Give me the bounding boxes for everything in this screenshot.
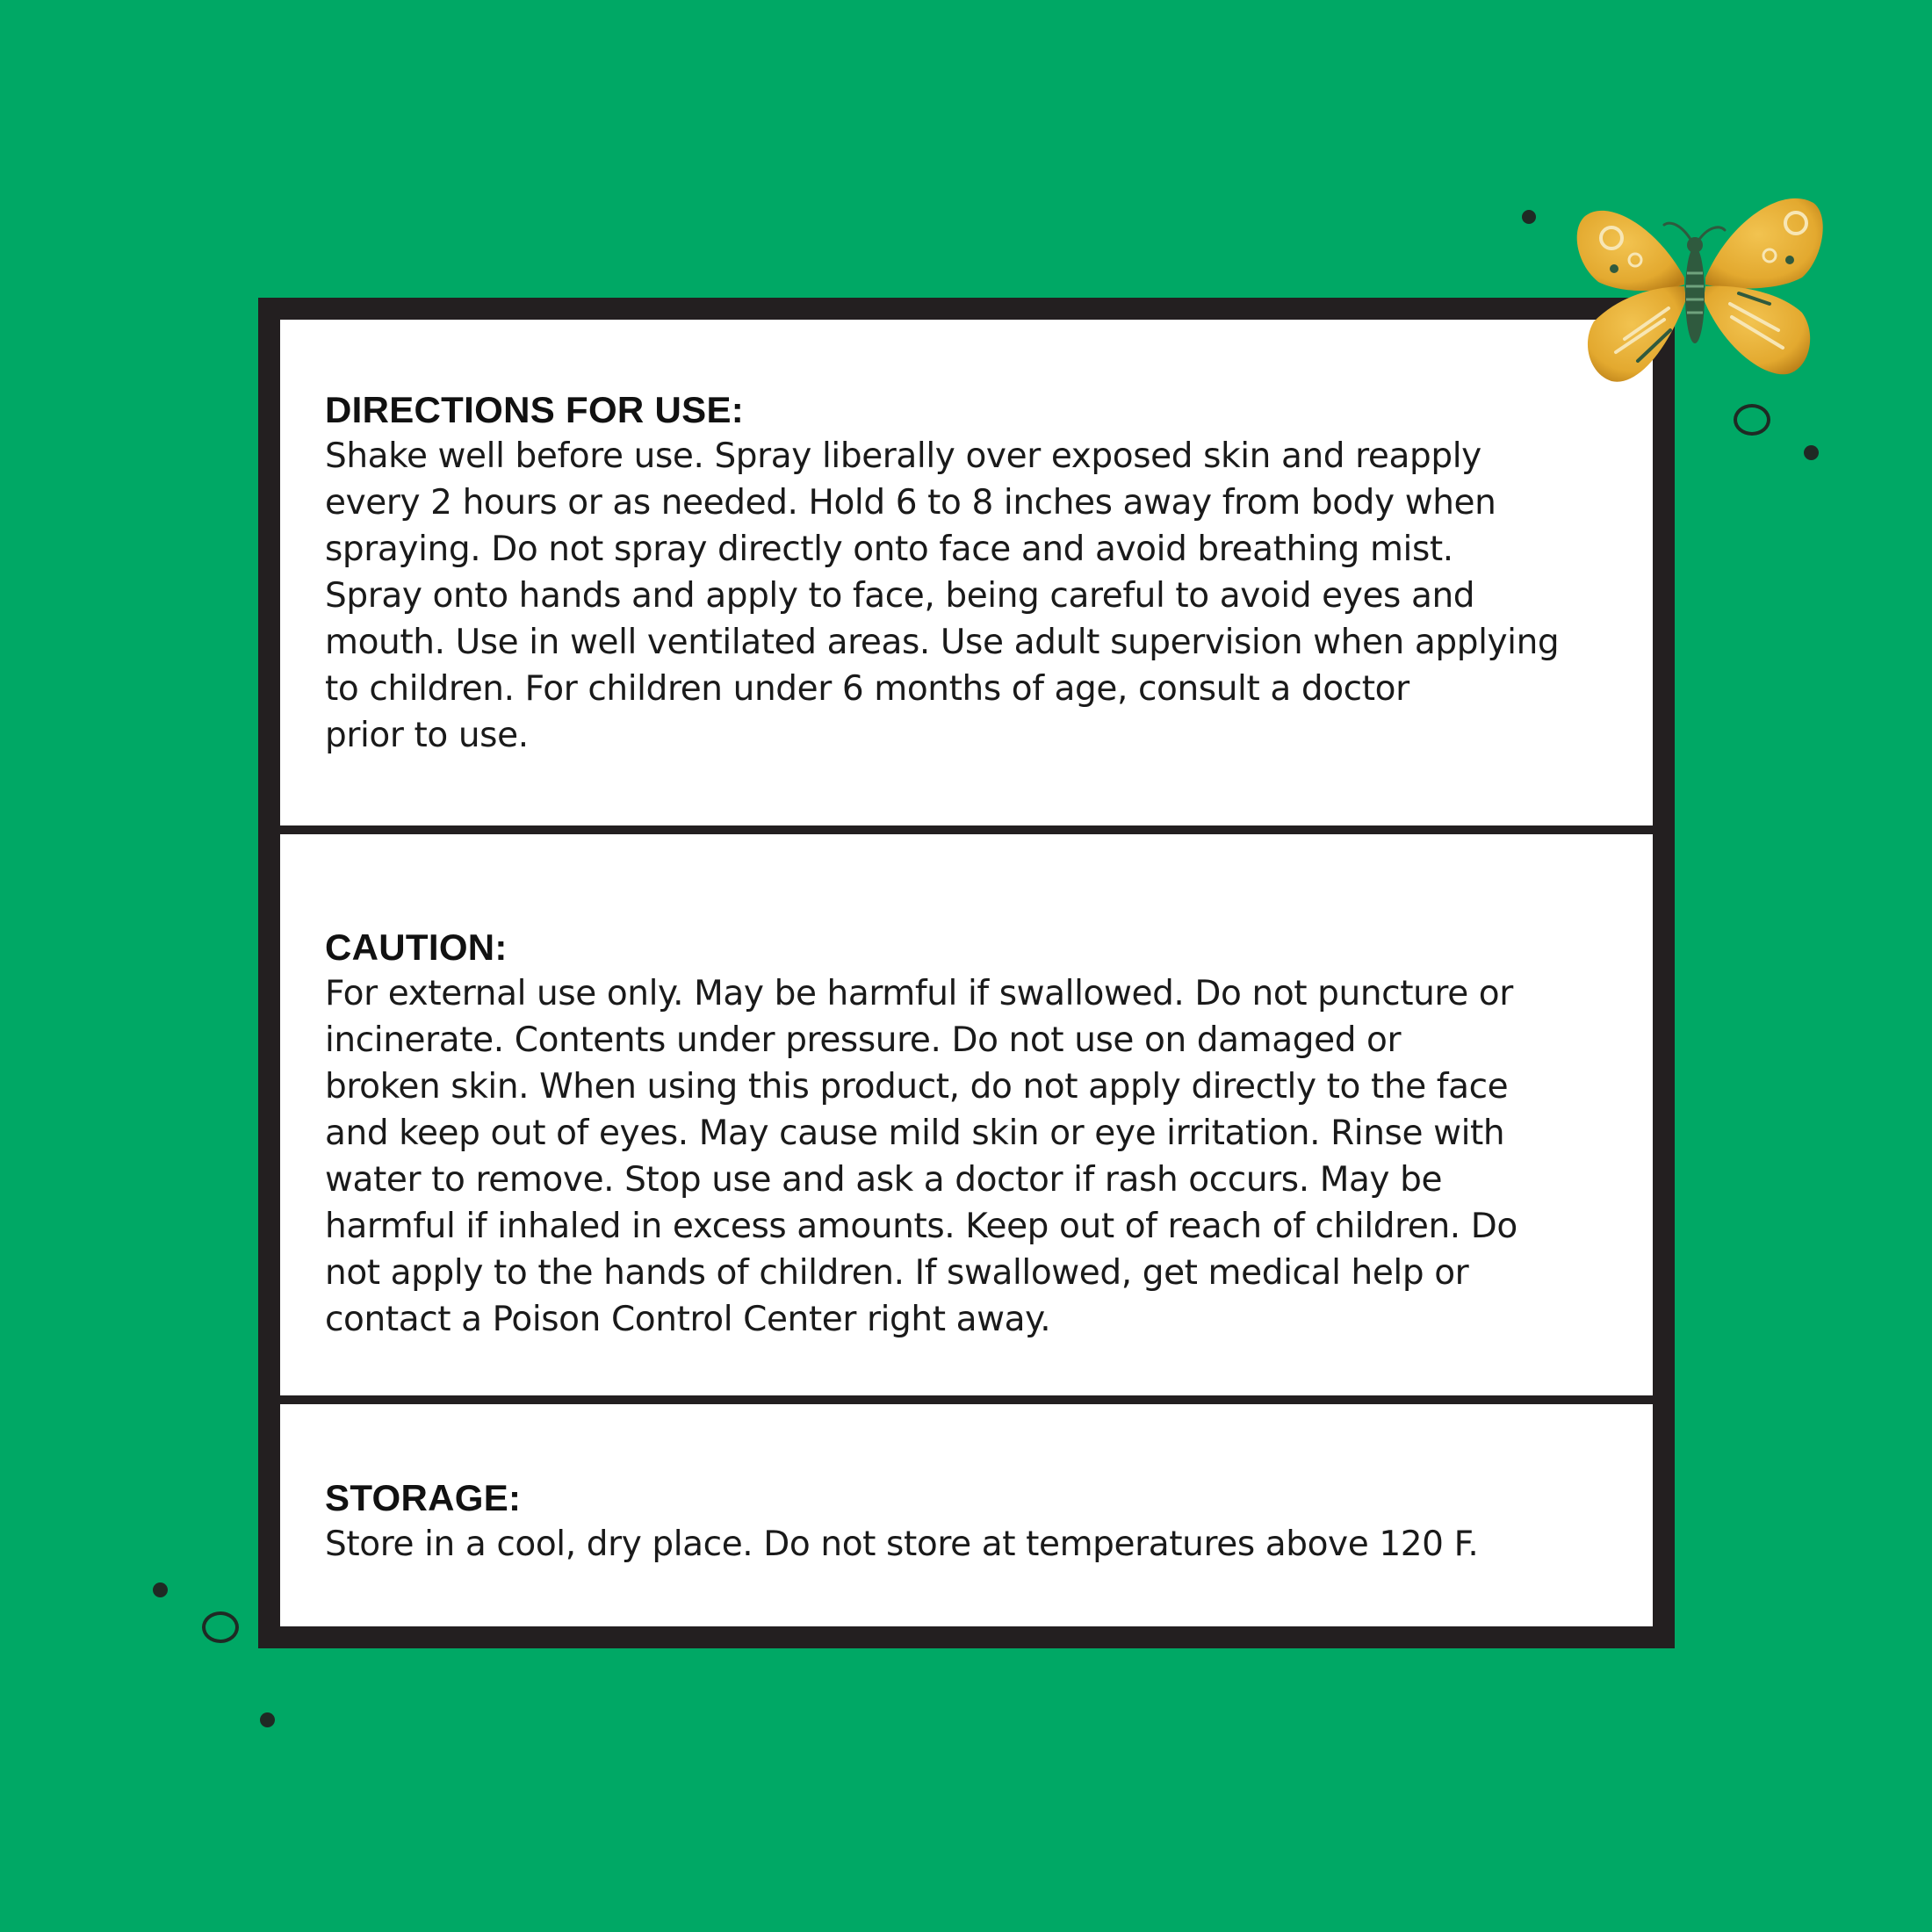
storage-line: Store in a cool, dry place. Do not store at temperatures above 120 F. [325, 1525, 1479, 1564]
ring-icon [202, 1611, 239, 1643]
caution-line: harmful if inhaled in excess amounts. Keep out of reach of children. Do [325, 1207, 1517, 1246]
directions-line: Spray onto hands and apply to face, being careful to avoid eyes and [325, 576, 1475, 616]
butterfly-icon [1572, 190, 1827, 392]
caution-text [325, 970, 1618, 1343]
directions-line: spraying. Do not spray directly onto face and avoid breathing mist. [325, 530, 1453, 569]
caution-heading: CAUTION: [325, 926, 508, 968]
caution-line: not apply to the hands of children. If swallowed, get medical help or [325, 1253, 1469, 1293]
directions-heading: DIRECTIONS FOR USE: [325, 389, 745, 430]
section-divider [280, 825, 1653, 834]
caution-line: contact a Poison Control Center right away. [325, 1300, 1051, 1339]
caution-line: For external use only. May be harmful if swallowed. Do not puncture or [325, 974, 1513, 1013]
directions-line: to children. For children under 6 months of age, consult a doctor [325, 669, 1409, 709]
caution-line: incinerate. Contents under pressure. Do not use on damaged or [325, 1020, 1402, 1060]
caution-line: and keep out of eyes. May cause mild skin or eye irritation. Rinse with [325, 1114, 1505, 1153]
caution-line: broken skin. When using this product, do not apply directly to the face [325, 1067, 1509, 1107]
dot-icon [1804, 445, 1819, 460]
dot-icon [153, 1582, 168, 1597]
directions-text [325, 433, 1618, 759]
caution-line: water to remove. Stop use and ask a doctor if rash occurs. May be [325, 1160, 1443, 1200]
section-divider [280, 1395, 1653, 1404]
info-panel-inner [280, 320, 1653, 1626]
dot-icon [1522, 210, 1536, 224]
storage-section [280, 1404, 1653, 1626]
info-panel [258, 298, 1675, 1648]
directions-line: mouth. Use in well ventilated areas. Use adult supervision when applying [325, 623, 1560, 662]
directions-section [280, 320, 1653, 825]
directions-line: every 2 hours or as needed. Hold 6 to 8 inches away from body when [325, 483, 1496, 523]
directions-line: prior to use. [325, 716, 529, 755]
dot-icon [260, 1712, 275, 1727]
caution-section [280, 834, 1653, 1395]
directions-line: Shake well before use. Spray liberally over exposed skin and reapply [325, 436, 1481, 476]
storage-text [325, 1521, 1618, 1568]
storage-heading: STORAGE: [325, 1477, 522, 1518]
ring-icon [1734, 404, 1770, 436]
